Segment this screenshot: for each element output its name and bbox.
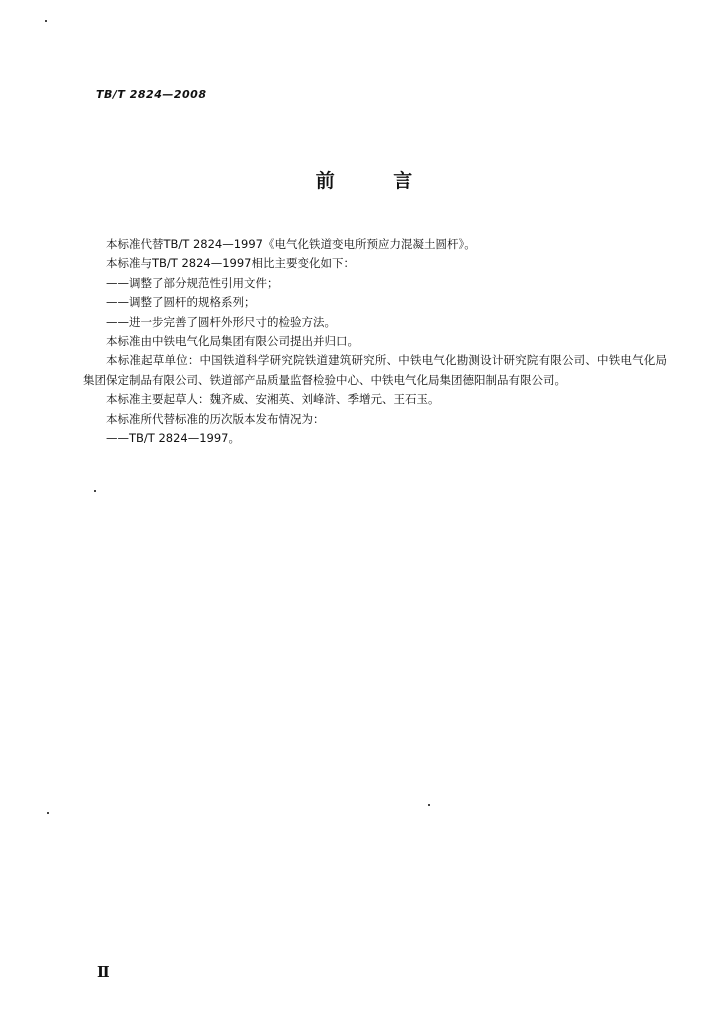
list-item-change: ——调整了圆杆的规格系列；	[106, 295, 256, 310]
scan-speck	[428, 804, 430, 806]
paragraph-proposed-by: 本标准由中铁电气化局集团有限公司提出并归口。	[106, 334, 359, 349]
paragraph-previous-editions-intro: 本标准所代替标准的历次版本发布情况为：	[106, 411, 325, 426]
paragraph-main-changes-intro: 本标准与TB/T 2824—1997相比主要变化如下：	[106, 256, 356, 271]
page-number: Ⅱ	[97, 963, 110, 981]
paragraph-drafters: 本标准主要起草人：魏齐威、安湘英、刘峰浒、季增元、王石玉。	[106, 392, 440, 407]
list-item-change: ——调整了部分规范性引用文件；	[106, 275, 279, 290]
scan-speck	[45, 20, 47, 22]
foreword-body	[83, 235, 667, 448]
list-item-previous-edition: ——TB/T 2824—1997。	[106, 431, 241, 446]
scan-speck	[47, 812, 49, 814]
page-title: 前 言	[315, 170, 439, 192]
standard-code-header: TB/T 2824—2008	[96, 88, 207, 101]
list-item-change: ——进一步完善了圆杆外形尺寸的检验方法。	[106, 314, 336, 329]
scan-speck	[94, 490, 96, 492]
paragraph-drafting-units: 本标准起草单位：中国铁道科学研究院铁道建筑研究所、中铁电气化勘测设计研究院有限公司、中铁电气化局集团保定制品有限公司、铁道部产品质量监督检验中心、中铁电气化局集团德阳制品有限公司。	[83, 353, 667, 387]
paragraph-replaces-standard: 本标准代替TB/T 2824—1997《电气化铁道变电所预应力混凝土圆杆》。	[106, 237, 476, 251]
